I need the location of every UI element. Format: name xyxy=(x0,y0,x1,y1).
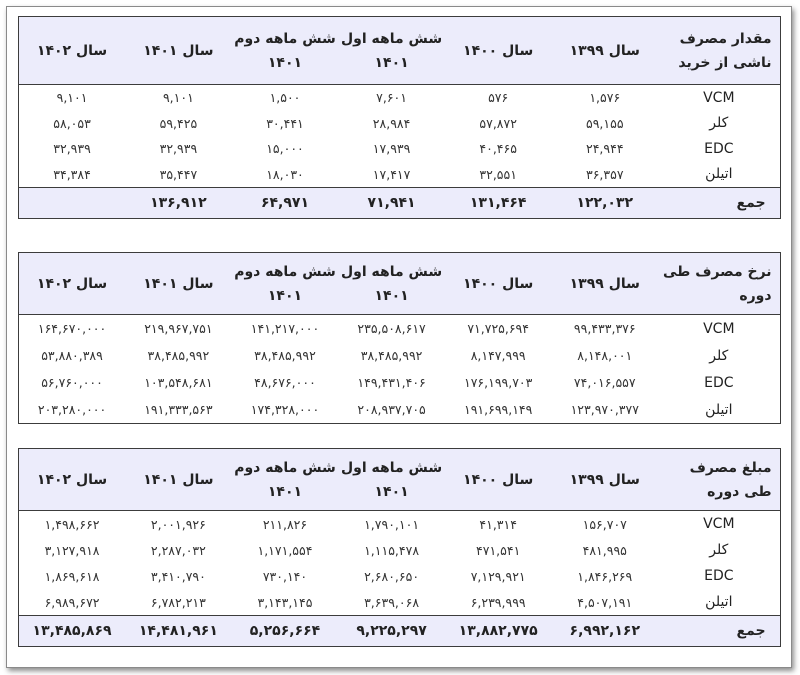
table-cell: ۴۰,۴۶۵ xyxy=(479,141,517,157)
table-cell: ۲۰۸,۹۳۷,۷۰۵ xyxy=(357,402,426,417)
row-label: اتیلن xyxy=(705,401,733,418)
table-cell: ۱۲۳,۹۷۰,۳۷۷ xyxy=(570,402,639,417)
table-cell: ۹۹,۴۳۳,۳۷۶ xyxy=(573,321,636,336)
table-cell: ۷۱,۷۲۵,۶۹۴ xyxy=(467,321,529,336)
table-cell: ۴۸,۶۷۶,۰۰۰ xyxy=(254,375,316,390)
total-cell: ۷۱,۹۴۱ xyxy=(338,188,445,219)
table-cell: ۳,۱۴۳,۱۴۵ xyxy=(257,594,313,610)
table-cell: ۲,۰۰۱,۹۲۶ xyxy=(150,516,206,532)
table-cell: ۱۷,۴۱۷ xyxy=(372,166,411,182)
consumption-rate-table xyxy=(18,252,781,424)
column-header: شش ماهه اول ۱۴۰۱ xyxy=(338,253,445,315)
table-cell: ۳۴,۳۸۴ xyxy=(53,166,91,182)
total-row xyxy=(19,188,781,219)
table-cell: ۱۹۱,۶۹۹,۱۴۹ xyxy=(463,402,533,417)
table-cell: ۲۱۱,۸۲۶ xyxy=(262,516,308,532)
table-cell: ۷۴,۰۱۶,۵۵۷ xyxy=(573,375,636,390)
table-cell: ۳,۶۳۹,۰۶۸ xyxy=(364,594,420,610)
table-cell: ۵۶,۷۶۰,۰۰۰ xyxy=(41,375,103,390)
table-title: مقدار مصرف ناشی از خرید xyxy=(658,17,780,85)
table-cell: ۱۷۶,۱۹۹,۷۰۳ xyxy=(463,375,533,390)
table-cell: ۲۱۹,۹۶۷,۷۵۱ xyxy=(144,321,213,336)
table-cell: ۸,۱۴۸,۰۰۱ xyxy=(577,348,633,363)
table-cell: ۱۴۱,۲۱۷,۰۰۰ xyxy=(250,321,320,336)
table-cell: ۲۳۵,۵۰۸,۶۱۷ xyxy=(357,321,426,336)
table-cell: ۹,۱۰۱ xyxy=(56,90,88,106)
total-cell: ۱۳۶,۹۱۲ xyxy=(125,188,232,219)
row-label: کلر xyxy=(709,115,729,132)
table-row xyxy=(19,342,781,369)
header-row xyxy=(19,253,781,315)
consumption-amount-table xyxy=(18,448,781,647)
column-header: سال ۱۴۰۲ xyxy=(19,449,126,511)
table-row xyxy=(19,162,781,188)
table-cell: ۲,۲۸۷,۰۳۲ xyxy=(150,542,206,558)
row-label: VCM xyxy=(703,320,735,337)
table-cell: ۳۲,۵۵۱ xyxy=(479,166,517,182)
table-cell: ۱۷,۹۳۹ xyxy=(372,141,411,157)
total-cell: ۵,۲۵۶,۶۶۴ xyxy=(232,616,339,647)
column-header: شش ماهه دوم ۱۴۰۱ xyxy=(232,253,339,315)
table-cell: ۱۰۳,۵۴۸,۶۸۱ xyxy=(144,375,213,390)
table-cell: ۷۳۰,۱۴۰ xyxy=(262,568,308,584)
table-cell: ۱,۱۷۱,۵۵۴ xyxy=(257,542,313,558)
total-row xyxy=(19,616,781,647)
table-cell: ۱,۷۹۰,۱۰۱ xyxy=(364,516,420,532)
table-row xyxy=(19,563,781,589)
table-row xyxy=(19,537,781,563)
column-header: شش ماهه اول ۱۴۰۱ xyxy=(338,17,445,85)
table-row xyxy=(19,136,781,162)
table-row xyxy=(19,396,781,424)
row-label: کلر xyxy=(709,347,729,364)
table-cell: ۳۸,۴۸۵,۹۹۲ xyxy=(254,348,316,363)
table-cell: ۵۹,۱۵۵ xyxy=(585,115,624,131)
column-header: سال ۱۴۰۰ xyxy=(445,253,552,315)
column-header: شش ماهه اول ۱۴۰۱ xyxy=(338,449,445,511)
purchase-consumption-table xyxy=(18,16,781,219)
table-cell: ۵۷,۸۷۲ xyxy=(479,115,517,131)
table-cell: ۴۷۱,۵۴۱ xyxy=(476,542,521,558)
table-cell: ۸,۱۴۷,۹۹۹ xyxy=(470,348,526,363)
table-title: نرخ مصرف طی دوره xyxy=(658,253,780,315)
table-cell: ۵۳,۸۸۰,۳۸۹ xyxy=(41,348,103,363)
table-cell: ۲,۶۸۰,۶۵۰ xyxy=(364,568,420,584)
table-cell: ۹,۱۰۱ xyxy=(162,90,194,106)
total-cell: ۹,۲۲۵,۲۹۷ xyxy=(338,616,445,647)
column-header: سال ۱۴۰۰ xyxy=(445,17,552,85)
table-cell: ۳۵,۴۴۷ xyxy=(159,166,198,182)
row-label: اتیلن xyxy=(705,166,733,183)
row-label: VCM xyxy=(703,89,735,106)
table-cell: ۱۸,۰۳۰ xyxy=(266,166,304,182)
table-cell: ۶,۲۳۹,۹۹۹ xyxy=(470,594,526,610)
row-label: VCM xyxy=(703,516,735,532)
table-cell: ۱,۵۷۶ xyxy=(589,90,621,106)
table-cell: ۳۶,۳۵۷ xyxy=(585,166,624,182)
table-cell: ۷,۱۲۹,۹۲۱ xyxy=(470,568,526,584)
table-cell: ۴,۵۰۷,۱۹۱ xyxy=(577,594,633,610)
header-row xyxy=(19,17,781,85)
table-cell: ۵۸,۰۵۳ xyxy=(53,115,91,131)
column-header: سال ۱۴۰۱ xyxy=(125,449,232,511)
column-header: سال ۱۴۰۲ xyxy=(19,17,126,85)
table-cell: ۳,۱۲۷,۹۱۸ xyxy=(44,542,100,558)
table-row xyxy=(19,315,781,343)
table-cell: ۳,۴۱۰,۷۹۰ xyxy=(150,568,206,584)
total-cell: ۶,۹۹۲,۱۶۲ xyxy=(551,616,658,647)
table-row xyxy=(19,511,781,538)
table-cell: ۴۱,۳۱۴ xyxy=(479,516,517,532)
column-header: سال ۱۴۰۱ xyxy=(125,17,232,85)
table-cell: ۳۸,۴۸۵,۹۹۲ xyxy=(360,348,423,363)
table-cell: ۱,۱۱۵,۴۷۸ xyxy=(364,542,420,558)
total-cell: ۱۳۱,۴۶۴ xyxy=(445,188,552,219)
table-cell: ۱۵,۰۰۰ xyxy=(266,141,304,157)
table-cell: ۲۰۳,۲۸۰,۰۰۰ xyxy=(37,402,107,417)
table-row xyxy=(19,85,781,111)
table-cell: ۱۶۴,۶۷۰,۰۰۰ xyxy=(37,321,107,336)
table-cell: ۱,۵۰۰ xyxy=(269,90,301,106)
table-cell: ۷,۶۰۱ xyxy=(376,90,407,106)
total-cell: ۱۳,۴۸۵,۸۶۹ xyxy=(19,616,126,647)
table-cell: ۵۷۶ xyxy=(488,90,509,106)
table-row xyxy=(19,369,781,396)
table-cell: ۱,۸۶۹,۶۱۸ xyxy=(44,568,100,584)
table-cell: ۳۰,۴۴۱ xyxy=(266,115,304,131)
table-cell: ۱۹۱,۳۳۳,۵۶۳ xyxy=(144,402,213,417)
table-row xyxy=(19,589,781,616)
table-cell: ۱,۸۴۶,۲۶۹ xyxy=(577,568,633,584)
row-label: اتیلن xyxy=(705,594,733,610)
table-cell: ۳۲,۹۳۹ xyxy=(53,141,91,157)
column-header: سال ۱۴۰۰ xyxy=(445,449,552,511)
table-cell: ۵۹,۴۲۵ xyxy=(159,115,198,131)
row-label: کلر xyxy=(709,542,729,558)
header-row xyxy=(19,449,781,511)
column-header: سال ۱۳۹۹ xyxy=(551,449,658,511)
column-header: سال ۱۴۰۲ xyxy=(19,253,126,315)
row-label: EDC xyxy=(704,140,734,157)
column-header: شش ماهه دوم ۱۴۰۱ xyxy=(232,17,339,85)
total-label: جمع xyxy=(658,616,780,647)
table-cell: ۴۸۱,۹۹۵ xyxy=(582,542,627,558)
table-cell: ۱۴۹,۴۳۱,۴۰۶ xyxy=(357,375,426,390)
total-cell xyxy=(19,188,126,219)
table-cell: ۶,۷۸۲,۲۱۳ xyxy=(150,594,206,610)
table-cell: ۱۵۶,۷۰۷ xyxy=(582,516,627,532)
column-header: شش ماهه دوم ۱۴۰۱ xyxy=(232,449,339,511)
table-row xyxy=(19,111,781,137)
total-cell: ۱۳,۸۸۲,۷۷۵ xyxy=(445,616,552,647)
table-cell: ۱,۴۹۸,۶۶۲ xyxy=(44,516,100,532)
table-cell: ۶,۹۸۹,۶۷۲ xyxy=(44,594,100,610)
table-cell: ۲۸,۹۸۴ xyxy=(372,115,411,131)
row-label: EDC xyxy=(704,568,734,584)
column-header: سال ۱۳۹۹ xyxy=(551,253,658,315)
table-cell: ۱۷۴,۳۲۸,۰۰۰ xyxy=(250,402,320,417)
row-label: EDC xyxy=(704,374,734,391)
column-header: سال ۱۳۹۹ xyxy=(551,17,658,85)
total-cell: ۶۴,۹۷۱ xyxy=(232,188,339,219)
total-label: جمع xyxy=(658,188,780,219)
table-cell: ۳۸,۴۸۵,۹۹۲ xyxy=(147,348,210,363)
table-title: مبلغ مصرف طی دوره xyxy=(658,449,780,511)
table-cell: ۳۲,۹۳۹ xyxy=(159,141,198,157)
column-header: سال ۱۴۰۱ xyxy=(125,253,232,315)
table-cell: ۲۴,۹۴۴ xyxy=(585,141,624,157)
total-cell: ۱۴,۴۸۱,۹۶۱ xyxy=(125,616,232,647)
total-cell: ۱۲۲,۰۳۲ xyxy=(551,188,658,219)
